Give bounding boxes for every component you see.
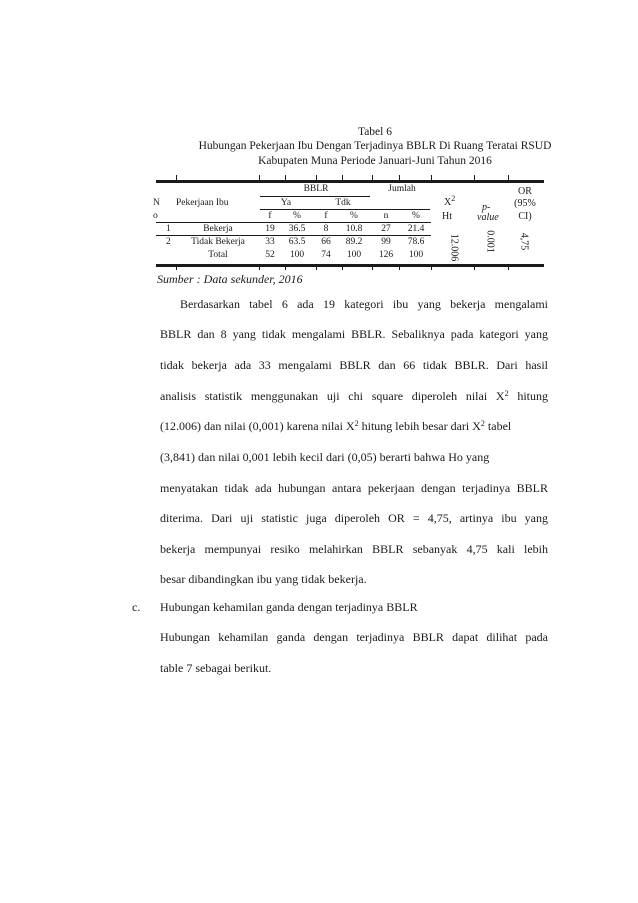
header-bblr: BBLR [303,184,329,194]
header-tdk-pct: % [350,211,358,221]
p-value: 0.001 [484,230,496,253]
paragraph-line: analisis statistik menggunakan uji chi square diperoleh nilai $X^2$ hitung [160,389,548,403]
header-ya-pct: % [293,211,301,221]
row1-no: 1 [166,224,171,234]
total-tdk-pct: 100 [346,250,362,260]
header-p-top: p- [482,202,491,213]
total-tdk-f: 74 [321,250,331,260]
paragraph-line: (12.006) dan nilai (0,001) karena nilai $X^2$ hitung lebih besar dari $X^2$ tabel [160,419,512,433]
header-p-bottom: value [477,212,499,223]
row1-tdk-pct: 10.8 [345,224,363,234]
row2-pekerjaan: Tidak Bekerja [191,237,245,247]
paragraph-line: BBLR dan 8 yang tidak mengalami BBLR. Sebaliknya pada kategori yang [160,327,548,341]
total-n: 126 [378,250,394,260]
header-no-bottom: o [153,211,158,221]
paragraph-line: besar dibandingkan ibu yang tidak bekerja. [160,572,367,586]
row2-pct: 78.6 [407,237,425,247]
header-jumlah: Jumlah [388,184,416,194]
paragraph-line: bekerja mempunyai resiko melahirkan BBLR sebanyak 4,75 kali lebih [160,542,548,556]
data-table [153,176,544,271]
table-bottom-rule [156,264,544,267]
section-c-marker: c. [132,600,141,614]
header-ya-f: f [268,211,272,221]
header-jumlah-pct: % [412,211,420,221]
paragraph-line: diterima. Dari uji statistic juga diperoleh OR = 4,75, artinya ibu yang [160,511,548,525]
header-tdk: Tdk [335,198,351,208]
header-ya: Ya [280,198,292,208]
row1-ya-pct: 36.5 [288,224,306,234]
table-top-rule [156,180,544,183]
total-label: Total [208,250,228,260]
row1-pekerjaan: Bekerja [203,224,233,234]
row2-ya-pct: 63.5 [288,237,306,247]
header-pekerjaan: Pekerjaan Ibu [176,198,229,208]
table-caption-number: Tabel 6 [357,126,392,138]
row2-no: 2 [166,237,171,247]
total-pct: 100 [408,250,424,260]
total-ya-f: 52 [265,250,275,260]
row1-tdk-f: 8 [323,224,329,234]
section-c-heading: Hubungan kehamilan ganda dengan terjadinya BBLR [160,600,418,614]
section-c-paragraph: table 7 sebagai berikut. [160,661,272,675]
header-x2-bottom: Ht [442,211,452,222]
table-source: Sumber : Data sekunder, 2016 [157,272,303,286]
row2-n: 99 [381,237,391,247]
header-no-top: N [153,198,160,208]
header-x2: $X^2$ [444,194,456,208]
row2-tdk-pct: 89.2 [345,237,363,247]
header-or-2: (95% [514,198,536,209]
x2-value: 12.006 [448,233,460,262]
or-value: 4,75 [518,232,530,251]
row1-pct: 21.4 [407,224,425,234]
header-or-3: CI) [518,211,532,222]
paragraph-line: Berdasarkan tabel 6 ada 19 kategori ibu yang bekerja mengalami [180,297,548,311]
row2-tdk-f: 66 [321,237,331,247]
row1-n: 27 [381,224,391,234]
table-caption-subtitle: Kabupaten Muna Periode Januari-Juni Tahun 2016 [258,155,492,167]
row2-ya-f: 33 [265,237,275,247]
paragraph-line: tidak bekerja ada 33 mengalami BBLR dan 66 tidak BBLR. Dari hasil [160,358,548,372]
table-caption-title: Hubungan Pekerjaan Ibu Dengan Terjadinya BBLR Di Ruang Teratai RSUD [198,140,552,152]
header-n: n [383,211,389,221]
total-ya-pct: 100 [289,250,305,260]
paragraph-line: (3,841) dan nilai 0,001 lebih kecil dari (0,05) berarti bahwa Ho yang [160,450,490,464]
paragraph-line: menyatakan tidak ada hubungan antara pekerjaan dengan terjadinya BBLR [160,481,548,495]
header-bottom-rule [156,222,431,223]
header-or-1: OR [518,186,532,197]
header-tdk-f: f [324,211,328,221]
section-c-paragraph: Hubungan kehamilan ganda dengan terjadinya BBLR dapat dilihat pada [160,630,548,644]
row1-ya-f: 19 [265,224,275,234]
